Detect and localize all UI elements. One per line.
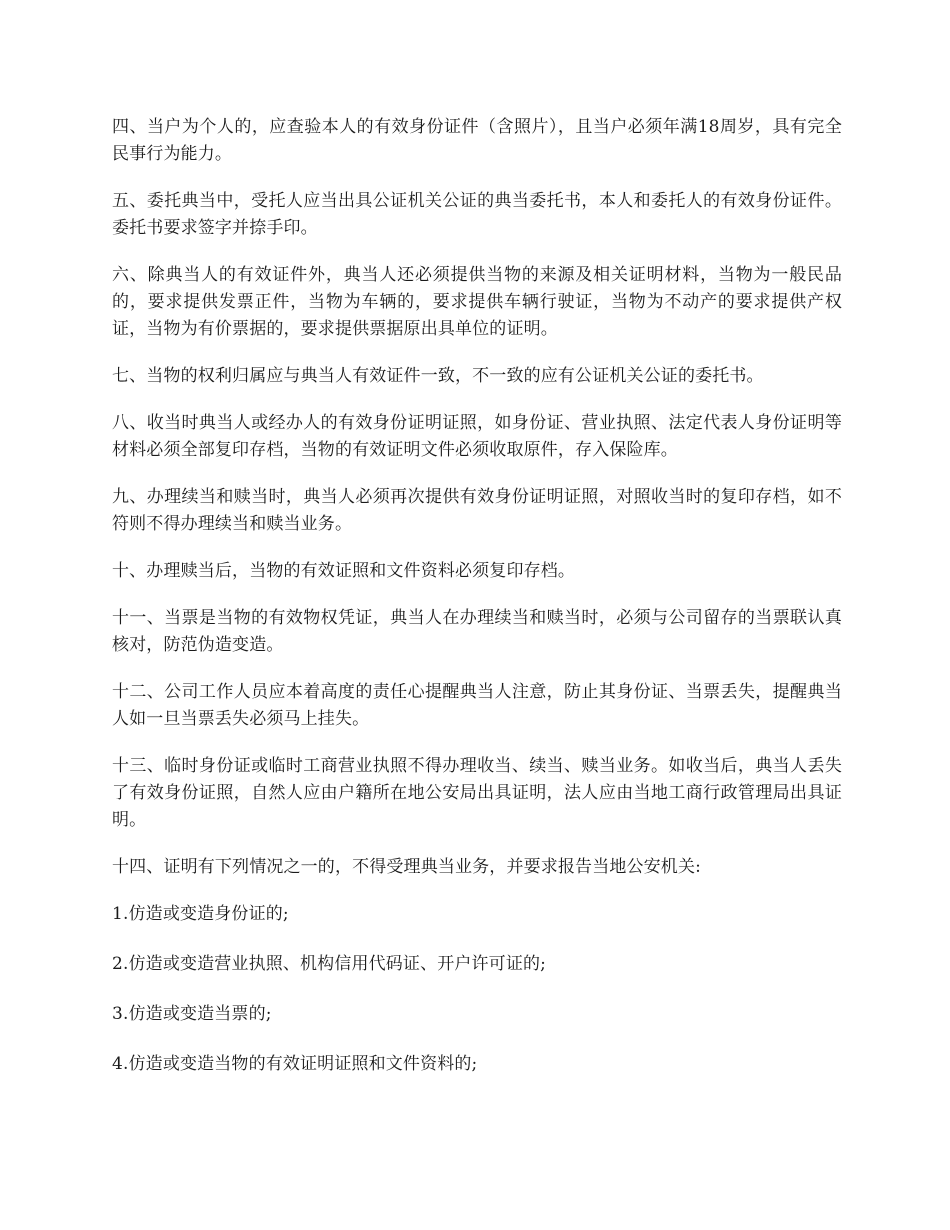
list-item-4: 4.仿造或变造当物的有效证明证照和文件资料的; [112, 1054, 478, 1074]
paragraph-item-12: 十二、公司工作人员应本着高度的责任心提醒典当人注意，防止其身份证、当票丢失，提醒典当人如一旦当票丢失必须马上挂失。 [112, 682, 842, 729]
paragraph-item-4: 四、当户为个人的，应查验本人的有效身份证件（含照片），且当户必须年满18周岁，具有完全民事行为能力。 [112, 117, 842, 164]
paragraph-item-10: 十、办理赎当后，当物的有效证照和文件资料必须复印存档。 [112, 561, 576, 581]
list-item-2: 2.仿造或变造营业执照、机构信用代码证、开户许可证的; [112, 954, 546, 974]
paragraph-item-6: 六、除典当人的有效证件外，典当人还必须提供当物的来源及相关证明材料，当物为一般民品的，要求提供发票正件，当物为车辆的，要求提供车辆行驶证，当物为不动产的要求提供产权证，当物为有价票据的，要求提供票据原出具单位的证明。 [112, 265, 842, 339]
paragraph-item-8: 八、收当时典当人或经办人的有效身份证明证照，如身份证、营业执照、法定代表人身份证明等材料必须全部复印存档，当物的有效证明文件必须收取原件，存入保险库。 [112, 413, 842, 460]
paragraph-item-11: 十一、当票是当物的有效物权凭证，典当人在办理续当和赎当时，必须与公司留存的当票联认真核对，防范伪造变造。 [112, 608, 842, 655]
paragraph-item-9: 九、办理续当和赎当时，典当人必须再次提供有效身份证明证照，对照收当时的复印存档，如不符则不得办理续当和赎当业务。 [112, 487, 842, 534]
paragraph-item-5: 五、委托典当中，受托人应当出具公证机关公证的典当委托书，本人和委托人的有效身份证件。委托书要求签字并捺手印。 [112, 191, 842, 238]
paragraph-item-14: 十四、证明有下列情况之一的，不得受理典当业务，并要求报告当地公安机关: [112, 857, 701, 877]
list-item-1: 1.仿造或变造身份证的; [112, 904, 289, 924]
paragraph-item-13: 十三、临时身份证或临时工商营业执照不得办理收当、续当、赎当业务。如收当后，典当人丢失了有效身份证照，自然人应由户籍所在地公安局出具证明，法人应由当地工商行政管理局出具证明。 [112, 756, 842, 830]
document-body [112, 114, 842, 1101]
paragraph-item-7: 七、当物的权利归属应与典当人有效证件一致，不一致的应有公证机关公证的委托书。 [112, 366, 764, 386]
list-item-3: 3.仿造或变造当票的; [112, 1004, 272, 1024]
